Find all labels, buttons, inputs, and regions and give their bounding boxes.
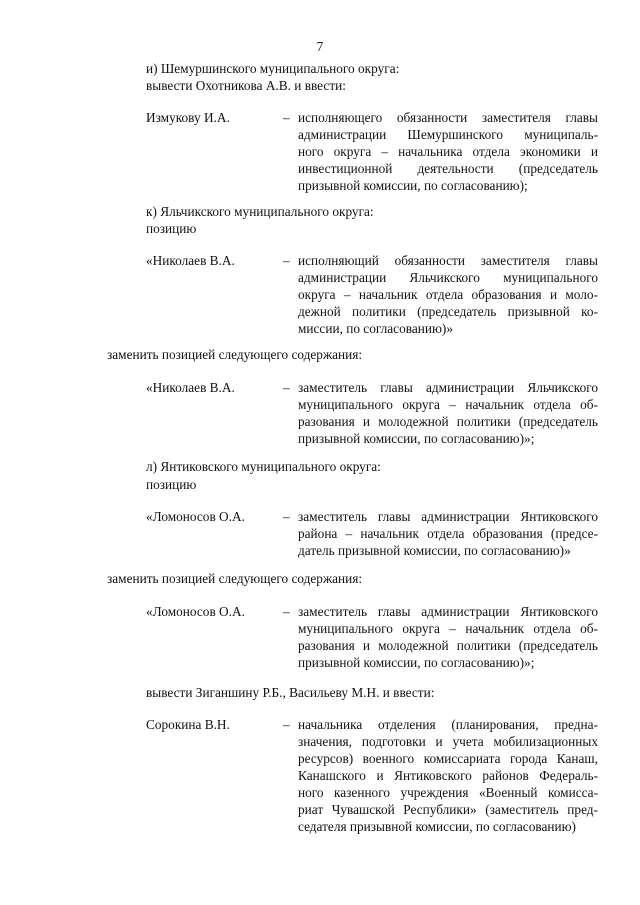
section-l-action-2: вывести Зиганшину Р.Б., Васильеву М.Н. и ввести: <box>146 685 435 700</box>
entry-line: ресурсов) военного комиссариата города Канаш, <box>298 751 598 766</box>
entry-line: призывной комиссии, по согласованию)»; <box>298 655 535 670</box>
entry-line: начальника отделения (планирования, предна- <box>298 717 598 732</box>
section-k-action: позицию <box>146 221 197 236</box>
entry-line: разования и молодежной политики (председатель <box>298 414 598 429</box>
entry-dash: – <box>283 604 290 619</box>
section-i-heading: и) Шемуршинского муниципального округа: <box>146 61 400 76</box>
entry-line: значения, подготовки и учета мобилизационных <box>298 734 598 749</box>
entry-dash: – <box>283 509 290 524</box>
section-l-heading: л) Янтиковского муниципального округа: <box>146 459 381 474</box>
entry-line: призывной комиссии, по согласованию)»; <box>298 431 535 446</box>
entry-line: дежной политики (председатель призывной ко- <box>298 304 598 319</box>
entry-dash: – <box>283 253 290 268</box>
entry-line: риат Чувашской Республики» (заместитель пред- <box>298 802 598 817</box>
entry-description <box>298 508 598 559</box>
entry-line: разования и молодежной политики (председатель <box>298 638 598 653</box>
entry-line: ного казенного учреждения «Военный комисса- <box>298 785 598 800</box>
entry-description <box>298 109 598 194</box>
entry-name: «Николаев В.А. <box>146 253 235 268</box>
section-k-heading: к) Яльчикского муниципального округа: <box>146 204 374 219</box>
entry-line: муниципального округа – начальник отдела об- <box>298 397 598 412</box>
entry-name: Измукову И.А. <box>146 110 230 125</box>
page-number: 7 <box>316 39 324 54</box>
entry-line: седателя призывной комиссии, по согласованию) <box>298 819 576 834</box>
section-l-replace: заменить позицией следующего содержания: <box>107 571 363 586</box>
entry-line: муниципального округа – начальник отдела об- <box>298 621 598 636</box>
entry-line: миссии, по согласованию)» <box>298 321 453 336</box>
entry-line: исполняющего обязанности заместителя главы <box>298 110 598 125</box>
entry-line: призывной комиссии, по согласованию); <box>298 178 528 193</box>
entry-description <box>298 252 598 337</box>
entry-line: исполняющий обязанности заместителя главы <box>298 253 598 268</box>
section-i-action: вывести Охотникова А.В. и ввести: <box>146 78 346 93</box>
entry-name: «Николаев В.А. <box>146 380 235 395</box>
entry-name: Сорокина В.Н. <box>146 717 230 732</box>
section-k-replace: заменить позицией следующего содержания: <box>107 347 363 362</box>
entry-dash: – <box>283 110 290 125</box>
entry-description <box>298 716 598 835</box>
entry-line: района – начальник отдела образования (предсе- <box>298 526 598 541</box>
entry-line: округа – начальник отдела образования и моло- <box>298 287 598 302</box>
entry-line: администрации Яльчикского муниципального <box>298 270 598 285</box>
entry-line: датель призывной комиссии, по согласованию)» <box>298 543 571 558</box>
entry-dash: – <box>283 380 290 395</box>
entry-description <box>298 379 598 447</box>
entry-description <box>298 603 598 671</box>
entry-line: администрации Шемуршинского муниципаль- <box>298 127 598 142</box>
entry-line: Канашского и Янтиковского районов Федераль- <box>298 768 598 783</box>
entry-line: инвестиционной деятельности (председатель <box>298 161 598 176</box>
section-l-action: позицию <box>146 477 197 492</box>
entry-line: заместитель главы администрации Янтиковского <box>298 604 598 619</box>
entry-line: заместитель главы администрации Яльчикского <box>298 380 598 395</box>
entry-dash: – <box>283 717 290 732</box>
entry-line: ного округа – начальника отдела экономики и <box>298 144 598 159</box>
entry-line: заместитель главы администрации Янтиковского <box>298 509 598 524</box>
entry-name: «Ломоносов О.А. <box>146 509 245 524</box>
entry-name: «Ломоносов О.А. <box>146 604 245 619</box>
